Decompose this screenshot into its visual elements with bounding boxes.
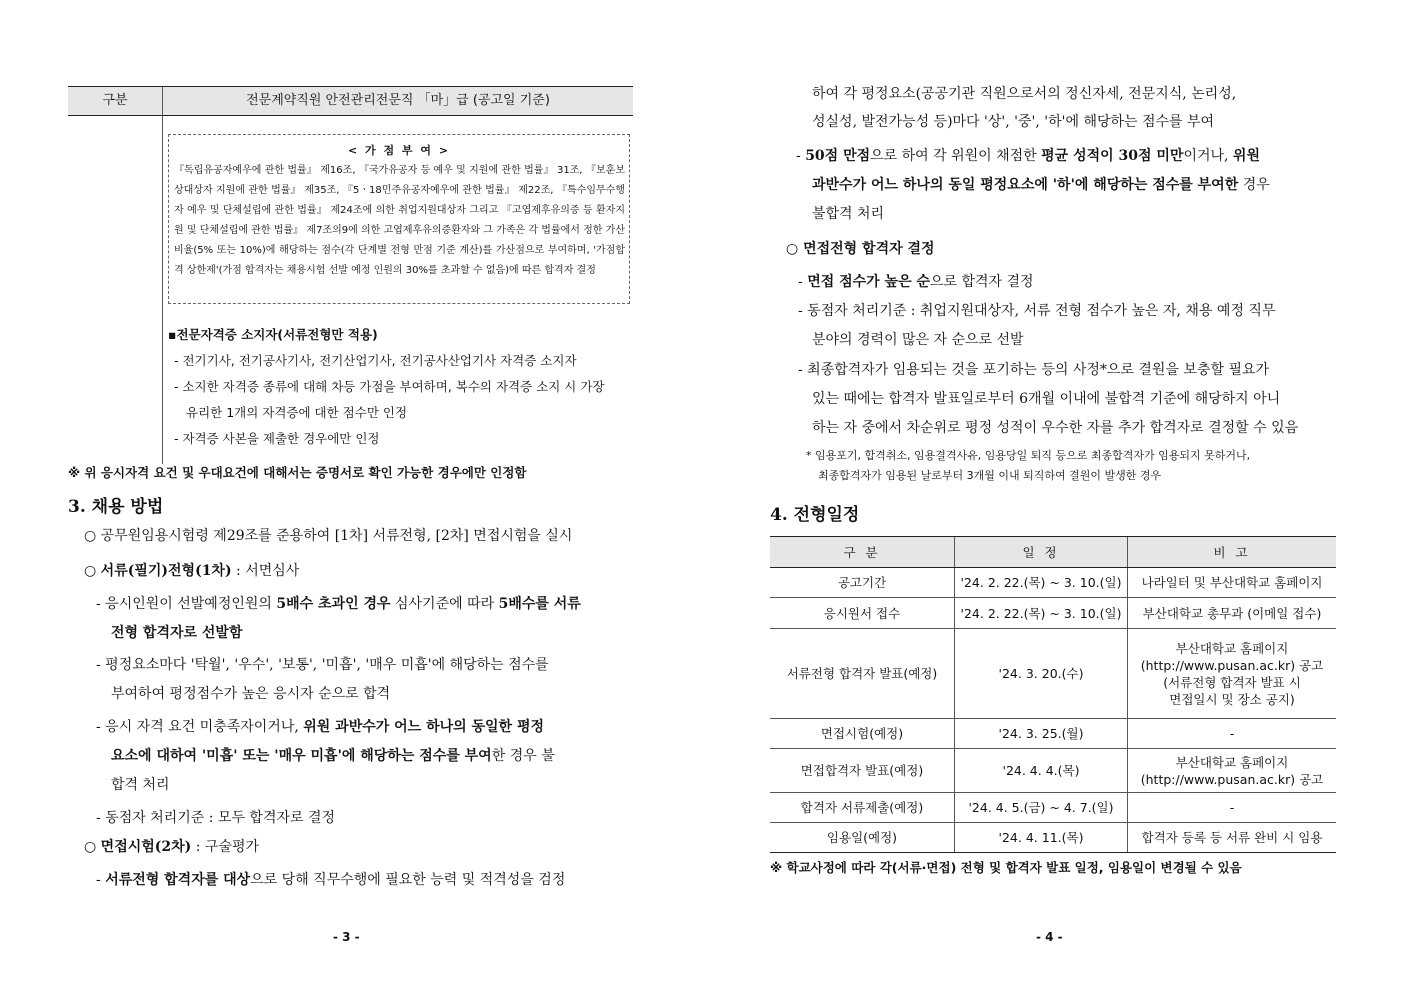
remark-line: (서류전형 합격자 발표 시 [1163, 674, 1301, 690]
subsection-heading: ○ 면접전형 합격자 결정 [786, 241, 935, 257]
cell-category: 임용일(예정) [770, 823, 955, 853]
cell-category: 면접시험(예정) [770, 719, 955, 749]
text-line [111, 745, 555, 765]
qualification-note: ※ 위 응시자격 요건 및 우대요건에 대해서는 증명서로 확인 가능한 경우에만 인정함 [68, 465, 527, 480]
text-span: - [796, 148, 806, 164]
text-line: - 동점자 처리기준 : 모두 합격자로 결정 [96, 810, 336, 826]
text-line: 성실성, 발전가능성 등)마다 '상', '중', '하'에 해당하는 점수를 부여 [812, 114, 1215, 130]
footnote: * 임용포기, 합격취소, 임용결격사유, 임용당일 퇴직 등으로 최종합격자가 임용되지 못하거나, [806, 449, 1251, 462]
bold-text: 서류전형 합격자를 대상 [105, 872, 251, 888]
cell-date: '24. 2. 22.(목) ~ 3. 10.(일) [955, 568, 1128, 598]
text-line: 있는 때에는 합격자 발표일로부터 6개월 이내에 불합격 기준에 해당하지 아니 [812, 391, 1281, 407]
bold-text: 5배수 초과인 경우 [276, 596, 391, 612]
schedule-note: ※ 학교사정에 따라 각(서류·면접) 전형 및 합격자 발표 일정, 임용일이 변경될 수 있음 [770, 860, 1242, 875]
table-header-row [770, 537, 1336, 568]
remark-line: 면접일시 및 장소 공지) [1169, 691, 1295, 707]
bold-text: 50점 만점 [805, 148, 871, 164]
text-line: ○ 면접시험(2차) : 구술평가 [84, 839, 259, 855]
bonus-title: < 가 점 부 여 > [347, 144, 451, 157]
remark-line: 부산대학교 홈페이지 [1175, 640, 1289, 656]
text-line: - 최종합격자가 임용되는 것을 포기하는 등의 사정*으로 결원을 보충할 필요가 [798, 362, 1270, 378]
table-row [770, 719, 1336, 749]
remark-line: - [1229, 726, 1235, 741]
bold-text: 5배수를 서류 [498, 596, 581, 612]
text-line [798, 271, 1034, 291]
bold-text: 면접 점수가 높은 순 [807, 274, 931, 290]
text-line [111, 622, 242, 642]
text-span: 한 경우 불 [491, 748, 555, 764]
text-span: - 응시 자격 요건 미충족자이거나, [96, 719, 304, 735]
text-line: 합격 처리 [111, 777, 170, 793]
cert-item: - 전기기사, 전기공사기사, 전기산업기사, 전기공사산업기사 자격증 소지자 [174, 353, 577, 368]
column-divider [162, 116, 163, 464]
header-cell: 일 정 [955, 537, 1128, 568]
text-span: 으로 당해 직무수행에 필요한 능력 및 적격성을 검정 [250, 872, 566, 888]
header-position: 전문계약직원 안전관리전문직 「마」급 (공고일 기준) [246, 93, 550, 108]
page-number: - 3 - [333, 930, 360, 944]
text-line: 부여하여 평정점수가 높은 응시자 순으로 합격 [111, 686, 391, 702]
remark-line: (http://www.pusan.ac.kr) 공고 [1140, 657, 1324, 673]
cell-date: '24. 3. 25.(월) [955, 719, 1128, 749]
bonus-points-box [168, 134, 630, 304]
cell-remark [1128, 719, 1337, 749]
bold-text: 전형 합격자로 선발함 [111, 625, 243, 641]
table-header [68, 86, 633, 116]
page-4 [702, 0, 1403, 992]
header-cell: 비 고 [1128, 537, 1337, 568]
text-line [96, 593, 581, 613]
certificate-section [168, 322, 633, 452]
table-row [770, 629, 1336, 719]
text-line [96, 716, 544, 736]
text-line: ○ 서류(필기)전형(1차) : 서면심사 [84, 563, 300, 579]
cell-remark [1128, 793, 1337, 823]
text-line: - 평정요소마다 '탁월', '우수', '보통', '미흡', '매우 미흡'에 해당하는 점수를 [96, 657, 549, 673]
bold-text: 위원 [1232, 148, 1260, 164]
cell-remark [1128, 629, 1337, 719]
cell-category: 면접합격자 발표(예정) [770, 749, 955, 793]
cell-category: 공고기간 [770, 568, 955, 598]
cell-date: '24. 3. 20.(수) [955, 629, 1128, 719]
text-span: : 서면심사 [231, 563, 300, 579]
text-span: 이거나, [1183, 148, 1233, 164]
cert-item: - 자격증 사본을 제출한 경우에만 인정 [174, 431, 380, 446]
text-line: - 동점자 처리기준 : 취업지원대상자, 서류 전형 점수가 높은 자, 채용 예정 직무 [798, 303, 1276, 319]
text-span: : 구술평가 [191, 839, 259, 855]
text-span: - 응시인원이 선발예정인원의 [96, 596, 277, 612]
cert-item: - 소지한 자격증 종류에 대해 차등 가점을 부여하며, 복수의 자격증 소지 시 가장 [174, 379, 605, 394]
text-line: 분야의 경력이 많은 자 순으로 선발 [812, 332, 1024, 348]
cert-heading: ▪전문자격증 소지자(서류전형만 적용) [168, 327, 378, 342]
header-cell: 구 분 [770, 537, 955, 568]
section-title-hiring-method: 3. 채용 방법 [68, 497, 164, 517]
cell-date: '24. 2. 22.(목) ~ 3. 10.(일) [955, 598, 1128, 629]
header-category: 구분 [68, 87, 163, 115]
remark-line: 부산대학교 총무과 (이메일 접수) [1142, 605, 1322, 621]
table-row [770, 598, 1336, 629]
remark-line: - [1229, 800, 1235, 815]
table-row [770, 568, 1336, 598]
text-line: 불합격 처리 [812, 206, 885, 222]
qualification-table [68, 86, 633, 464]
cell-date: '24. 4. 5.(금) ~ 4. 7.(일) [955, 793, 1128, 823]
cert-item: 유리한 1개의 자격증에 대한 점수만 인정 [186, 405, 408, 420]
text-line: ○ 공무원임용시험령 제29조를 준용하여 [1차] 서류전형, [2차] 면접시험을 실시 [84, 528, 573, 544]
table-row [770, 823, 1336, 853]
page-number: - 4 - [1036, 930, 1063, 944]
text-line [796, 145, 1260, 165]
cell-remark [1128, 568, 1337, 598]
text-span: 경우 [1238, 177, 1270, 193]
bold-text: 과반수가 어느 하나의 동일 평정요소에 '하'에 해당하는 점수를 부여한 [812, 177, 1239, 193]
bold-text: 서류(필기)전형(1차) [100, 563, 232, 579]
cell-date: '24. 4. 4.(목) [955, 749, 1128, 793]
text-span: 으로 하여 각 위원이 채점한 [870, 148, 1042, 164]
cell-category: 응시원서 접수 [770, 598, 955, 629]
footnote: 최종합격자가 임용된 날로부터 3개월 이내 퇴직하여 결원이 발생한 경우 [818, 469, 1162, 482]
text-line [96, 869, 565, 889]
table-row [770, 749, 1336, 793]
schedule-table [770, 536, 1336, 853]
cell-remark [1128, 749, 1337, 793]
bonus-text: 『독립유공자예우에 관한 법률』 제16조, 『국가유공자 등 예우 및 지원에 관한 법률』 31조, 『보훈보상대상자 지원에 관한 법률』 제35조, 『5ㆍ18민주유공자예우에 관한 법률』 제22조, 『특수임무수행자 예우 및 단체설립에 관한 법률』 제24조에 의한 취업지원대상자 그리고 『고엽제후유의증 등 환자지원 및 단체설립에 관한 법률』 제7조의9에 의한 고엽제후유의증환자와 그 가족은 각 법률에서 정한 가산비율(5% 또는 10%)에 해당하는 점수(각 단계별 전형 만점 기준 계산)를 가산점으로 부여하며, '가점합격 상한제'(가점 합격자는 채용시험 선발 예정 인원의 30%를 초과할 수 없음)에 따른 합격자 결정 [174, 165, 625, 276]
text-span: - [96, 872, 106, 888]
remark-line: 합격자 등록 등 서류 완비 시 임용 [1141, 830, 1323, 845]
text-line [812, 174, 1270, 194]
text-span: 심사기준에 따라 [390, 596, 499, 612]
remark-line: 부산대학교 홈페이지 [1175, 754, 1289, 770]
remark-line: (http://www.pusan.ac.kr) 공고 [1140, 771, 1324, 787]
bold-text: 요소에 대하여 '미흡' 또는 '매우 미흡'에 해당하는 점수를 부여 [111, 748, 492, 764]
cell-date: '24. 4. 11.(목) [955, 823, 1128, 853]
cell-category: 서류전형 합격자 발표(예정) [770, 629, 955, 719]
table-row [770, 793, 1336, 823]
cell-remark [1128, 598, 1337, 629]
text-span: 으로 합격자 결정 [930, 274, 1034, 290]
bold-text: 평균 성적이 30점 미만 [1041, 148, 1184, 164]
section-title-schedule: 4. 전형일정 [770, 505, 860, 525]
cell-remark [1128, 823, 1337, 853]
bold-text: 면접시험(2차) [100, 839, 192, 855]
text-line: 하여 각 평정요소(공공기관 직원으로서의 정신자세, 전문지식, 논리성, [812, 86, 1237, 102]
cell-category: 합격자 서류제출(예정) [770, 793, 955, 823]
text-span: - [798, 274, 808, 290]
text-line: 하는 자 중에서 차순위로 평정 성적이 우수한 자를 추가 합격자로 결정할 수 있음 [812, 420, 1299, 436]
bold-text: 위원 과반수가 어느 하나의 동일한 평정 [303, 719, 545, 735]
remark-line: 나라일터 및 부산대학교 홈페이지 [1141, 575, 1323, 590]
